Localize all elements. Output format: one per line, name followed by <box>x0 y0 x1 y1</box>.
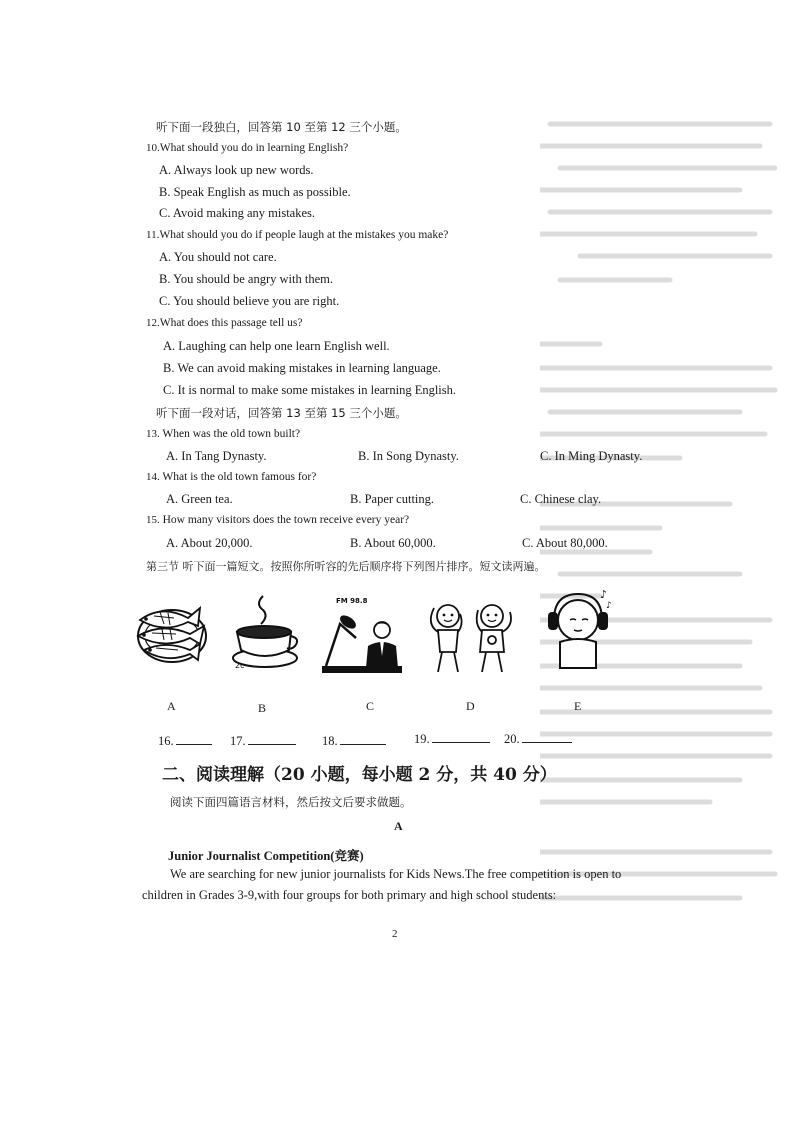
option-11c: C. You should believe you are right. <box>159 294 340 308</box>
picture-label-e: E <box>574 699 582 713</box>
option-11b: B. You should be angry with them. <box>159 272 333 286</box>
blank-number: 17. <box>230 734 246 748</box>
answer-blank-16[interactable] <box>158 732 212 749</box>
blank-number: 20. <box>504 732 520 746</box>
article-body-line2: children in Grades 3-9,with four groups for both primary and high school students: <box>142 888 557 902</box>
option-10b: B. Speak English as much as possible. <box>159 185 351 199</box>
question-10 <box>146 142 348 154</box>
part2-instruction: 阅读下面四篇语言材料，然后按文后要求做题。 <box>170 795 412 809</box>
coffee-cup-icon <box>229 592 301 672</box>
blank-number: 16. <box>158 734 174 748</box>
radio-host-icon <box>320 594 404 674</box>
answer-blank-20[interactable] <box>504 730 572 747</box>
blank-number: 18. <box>322 734 338 748</box>
question-15 <box>146 514 409 526</box>
question-text: What is the old town famous for? <box>162 471 317 483</box>
option-15a: A. About 20,000. <box>166 536 253 550</box>
blank-line[interactable] <box>340 732 386 745</box>
answer-blank-19[interactable] <box>414 730 490 747</box>
option-15b: B. About 60,000. <box>350 536 436 550</box>
question-text: What should you do if people laugh at the mistakes you make? <box>159 229 449 241</box>
svg-text:2c: 2c <box>235 661 245 670</box>
question-number: 14. <box>146 471 160 483</box>
option-10a: A. Always look up new words. <box>159 163 314 177</box>
blank-line[interactable] <box>176 732 212 745</box>
picture-label-d: D <box>466 699 475 713</box>
option-12c: C. It is normal to make some mistakes in learning English. <box>163 383 457 397</box>
picture-label-c: C <box>366 699 375 713</box>
picture-label-b: B <box>258 701 267 715</box>
question-11 <box>146 229 448 241</box>
picture-label-a: A <box>167 699 176 713</box>
option-13a: A. In Tang Dynasty. <box>166 449 267 463</box>
question-number: 10. <box>146 142 160 154</box>
question-number: 13. <box>146 428 160 440</box>
svg-text:♪: ♪ <box>600 588 608 601</box>
section-letter: A <box>394 819 403 833</box>
answer-blank-17[interactable] <box>230 732 296 749</box>
part2-heading: 二、阅读理解（20 小题，每小题 2 分，共 40 分） <box>162 765 557 785</box>
question-14 <box>146 471 316 483</box>
question-13 <box>146 428 300 440</box>
question-number: 11. <box>146 229 160 241</box>
blank-number: 19. <box>414 732 430 746</box>
option-13b: B. In Song Dynasty. <box>358 449 459 463</box>
blank-line[interactable] <box>432 730 490 743</box>
section1-instruction: 听下面一段独白，回答第 10 至第 12 三个小题。 <box>156 120 407 134</box>
question-text: What does this passage tell us? <box>159 317 303 329</box>
svg-text:♪: ♪ <box>606 601 612 611</box>
fm-sign: FM 98.8 <box>336 597 368 605</box>
blank-line[interactable] <box>248 732 296 745</box>
fish-plate-icon <box>134 596 212 668</box>
option-14a: A. Green tea. <box>166 492 233 506</box>
option-10c: C. Avoid making any mistakes. <box>159 206 316 220</box>
question-number: 12. <box>146 317 160 329</box>
answer-blank-18[interactable] <box>322 732 386 749</box>
blank-line[interactable] <box>522 730 572 743</box>
section2-instruction: 听下面一段对话，回答第 13 至第 15 三个小题。 <box>156 406 407 420</box>
option-13c: C. In Ming Dynasty. <box>540 449 643 463</box>
exercising-kids-icon <box>424 594 520 678</box>
question-number: 15. <box>146 514 160 526</box>
article-body-line1: We are searching for new junior journalists for Kids News.The free competition is open to <box>170 867 622 881</box>
option-14b: B. Paper cutting. <box>350 492 435 506</box>
question-12 <box>146 317 303 329</box>
headphones-music-icon <box>544 586 616 670</box>
page-number: 2 <box>392 928 398 940</box>
question-text: What should you do in learning English? <box>159 142 349 154</box>
option-15c: C. About 80,000. <box>522 536 608 550</box>
option-12b: B. We can avoid making mistakes in learning language. <box>163 361 441 375</box>
option-12a: A. Laughing can help one learn English well. <box>163 339 390 353</box>
option-14c: C. Chinese clay. <box>520 492 602 506</box>
question-text: When was the old town built? <box>162 428 301 440</box>
article-title: Junior Journalist Competition(竞赛) <box>168 849 364 863</box>
question-text: How many visitors does the town receive every year? <box>162 514 410 526</box>
option-11a: A. You should not care. <box>159 250 277 264</box>
section3-instruction: 第三节 听下面一篇短文。按照你所听容的先后顺序将下列图片排序。短文读两遍。 <box>146 560 546 573</box>
